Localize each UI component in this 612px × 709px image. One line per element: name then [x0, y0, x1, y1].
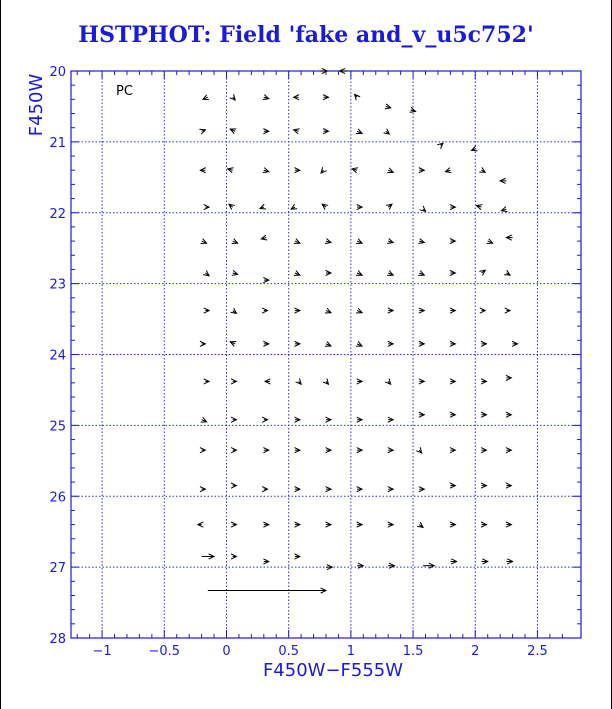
vector-arrow — [385, 104, 391, 109]
vector-arrow-head — [323, 378, 329, 384]
panel-label: PC — [116, 84, 133, 99]
vector-arrow — [416, 447, 422, 453]
vector-arrow — [506, 412, 511, 417]
vector-arrow — [321, 167, 327, 173]
vector-arrow — [450, 448, 455, 453]
y-tick-label: 20 — [49, 65, 66, 80]
vector-arrow — [323, 95, 328, 100]
vector-arrow — [505, 308, 510, 313]
vector-arrow — [356, 129, 362, 134]
vector-arrow — [294, 168, 299, 173]
vector-arrow-head — [385, 378, 391, 384]
vector-arrow — [294, 341, 299, 346]
vector-arrow — [231, 417, 236, 422]
vector-arrow — [202, 554, 214, 559]
vector-arrow — [291, 204, 297, 209]
vector-marks — [198, 68, 518, 593]
vector-arrow — [326, 565, 332, 570]
vector-arrow-head — [501, 207, 507, 212]
vector-arrow — [506, 522, 511, 527]
vector-arrow — [263, 168, 269, 173]
vector-arrow — [230, 129, 236, 134]
vector-arrow — [263, 559, 268, 564]
vector-arrow-head — [325, 239, 331, 244]
vector-arrow — [419, 487, 424, 492]
vector-arrow — [357, 417, 362, 422]
vector-arrow — [450, 270, 455, 275]
vector-arrow — [450, 522, 455, 527]
vector-arrow — [388, 341, 393, 346]
vector-arrow — [419, 341, 424, 346]
vector-arrow — [418, 271, 424, 276]
vector-arrow-head — [385, 104, 391, 109]
vector-arrow — [357, 522, 362, 527]
vector-arrow — [230, 341, 236, 346]
vector-arrow — [450, 412, 455, 417]
vector-arrow — [357, 487, 362, 492]
vector-arrow — [200, 341, 205, 346]
x-tick-label: 0 — [222, 644, 231, 659]
reference-vector — [208, 588, 326, 593]
vector-arrow — [384, 129, 390, 134]
vector-arrow-head — [445, 168, 451, 173]
vector-arrow — [419, 308, 424, 313]
vector-arrow — [262, 417, 267, 422]
vector-arrow — [504, 270, 510, 275]
vector-arrow-head — [263, 168, 269, 173]
vector-arrow — [437, 143, 443, 148]
vector-arrow-head — [230, 129, 236, 134]
vector-arrow — [262, 487, 267, 492]
vector-arrow — [201, 417, 207, 422]
grid-lines — [71, 71, 581, 638]
vector-arrow-head — [356, 129, 362, 134]
vector-arrow — [261, 235, 267, 240]
vector-arrow — [203, 270, 209, 275]
y-tick-label: 27 — [49, 561, 66, 577]
vector-arrow — [260, 204, 266, 209]
vector-arrow — [506, 448, 511, 453]
vector-arrow — [481, 448, 486, 453]
vector-arrow — [325, 239, 331, 244]
x-tick-label: −1 — [92, 644, 112, 659]
vector-arrow — [388, 448, 393, 453]
vector-arrow — [481, 522, 486, 527]
vector-arrow — [450, 379, 455, 384]
vector-arrow — [487, 239, 493, 244]
vector-arrow — [356, 341, 362, 346]
vector-arrow — [325, 308, 331, 313]
vector-arrow-head — [325, 308, 331, 313]
vector-arrow — [204, 308, 209, 313]
vector-arrow — [385, 378, 391, 384]
vector-arrow — [263, 277, 268, 282]
plot-axes — [49, 65, 581, 659]
vector-arrow — [387, 239, 393, 244]
vector-arrow-head — [479, 167, 485, 172]
vector-arrow — [481, 483, 486, 488]
vector-arrow — [340, 68, 347, 73]
vector-arrow — [262, 308, 267, 313]
vector-arrow — [357, 204, 362, 209]
vector-arrow — [294, 417, 299, 422]
vector-arrow — [450, 204, 455, 209]
vector-arrow-head — [203, 95, 209, 100]
vector-arrow — [386, 204, 392, 209]
y-tick-label: 26 — [49, 490, 66, 506]
vector-arrow-head — [356, 341, 362, 346]
vector-arrow — [326, 270, 331, 275]
vector-arrow — [231, 522, 236, 527]
vector-arrow-head — [387, 168, 393, 173]
y-tick-label: 25 — [49, 419, 66, 435]
vector-arrow-head — [230, 341, 236, 346]
vector-arrow — [294, 129, 300, 134]
vector-arrow — [204, 379, 209, 384]
vector-arrow — [481, 559, 487, 564]
vector-arrow-head — [296, 378, 302, 384]
vector-arrow — [481, 412, 486, 417]
vector-arrow — [445, 168, 451, 173]
vector-arrow — [326, 522, 331, 527]
vector-arrow — [326, 448, 331, 453]
vector-arrow — [232, 270, 238, 275]
vector-arrow — [506, 235, 512, 240]
vector-arrow — [352, 168, 358, 173]
vector-arrow — [387, 168, 393, 173]
vector-arrow-head — [418, 271, 424, 276]
vector-arrow — [326, 487, 331, 492]
vector-arrow — [388, 487, 393, 492]
vector-arrow — [263, 341, 268, 346]
vector-arrow — [419, 379, 424, 384]
vector-arrow-head — [437, 143, 443, 148]
vector-arrow-head — [201, 417, 207, 422]
vector-arrow — [480, 308, 485, 313]
vector-arrow — [294, 554, 299, 559]
vector-arrow — [472, 146, 478, 151]
vector-arrow — [420, 206, 426, 211]
vector-arrow — [450, 341, 455, 346]
vector-arrow-head — [230, 94, 236, 100]
chart-title: HSTPHOT: Field 'fake and_v_u5c752' — [78, 22, 534, 48]
vector-arrow — [232, 239, 238, 244]
vector-arrow — [199, 129, 205, 134]
vector-arrow — [231, 448, 236, 453]
vector-arrow-head — [232, 270, 238, 275]
x-axis-label: F450W−F555W — [262, 660, 404, 681]
vector-arrow-head — [321, 167, 327, 173]
vector-arrow — [417, 522, 423, 527]
vector-arrow — [450, 559, 456, 564]
vector-arrow-head — [261, 235, 267, 240]
vector-arrow-head — [232, 239, 238, 244]
vector-arrow-head — [294, 271, 300, 276]
vector-arrow — [506, 483, 511, 488]
vector-arrow — [481, 379, 486, 384]
vector-arrow — [294, 239, 300, 244]
vector-arrow — [477, 205, 483, 210]
vector-arrow — [450, 238, 455, 243]
plot-frame — [71, 71, 581, 638]
y-tick-label: 23 — [49, 277, 66, 293]
vector-arrow — [357, 379, 362, 384]
vector-arrow — [419, 168, 424, 173]
vector-arrow-head — [418, 239, 424, 244]
vector-arrow — [231, 554, 236, 559]
vector-arrow — [355, 94, 361, 100]
vector-arrow — [323, 129, 328, 134]
vector-arrow — [356, 308, 362, 313]
vector-arrow — [200, 487, 205, 492]
vector-arrow — [419, 412, 424, 417]
vector-arrow-head — [487, 239, 493, 244]
vector-arrow — [387, 271, 393, 276]
vector-arrow-head — [228, 168, 234, 173]
x-tick-label: 2.5 — [527, 644, 548, 659]
vector-arrow — [263, 129, 268, 134]
vector-arrow — [296, 378, 302, 384]
y-tick-label: 21 — [49, 135, 66, 151]
vector-arrow — [230, 94, 236, 100]
vector-arrow — [263, 522, 268, 527]
vector-arrow-head — [201, 239, 207, 244]
vector-arrow — [201, 239, 207, 244]
vector-arrow — [204, 204, 209, 209]
vector-arrow — [506, 559, 512, 564]
vector-arrow-head — [352, 168, 358, 173]
vector-arrow — [294, 487, 299, 492]
vector-arrow — [294, 308, 299, 313]
vector-arrow — [512, 341, 517, 346]
x-tick-label: 2 — [471, 644, 480, 659]
vector-arrow — [388, 308, 393, 313]
vector-arrow — [231, 308, 237, 313]
vector-arrow — [388, 417, 393, 422]
vector-arrow-head — [477, 205, 483, 210]
vector-arrow — [294, 271, 300, 276]
vector-arrow — [388, 522, 393, 527]
vector-arrow-head — [291, 204, 297, 209]
vector-arrow-head — [260, 204, 266, 209]
vector-arrow — [500, 178, 506, 183]
vector-arrow — [229, 204, 235, 209]
vector-arrow-head — [294, 129, 300, 134]
vector-arrow — [294, 522, 299, 527]
vector-arrow — [294, 95, 299, 100]
vector-arrow — [322, 204, 328, 209]
x-tick-label: 1.5 — [402, 644, 424, 659]
vector-arrow-head — [356, 239, 362, 244]
vector-arrow — [356, 239, 362, 244]
vector-arrow-head — [325, 341, 331, 346]
vector-arrow-head — [504, 270, 510, 275]
vector-arrow — [326, 417, 331, 422]
vector-arrow — [200, 168, 205, 173]
vector-arrow — [356, 271, 362, 276]
vector-arrow — [481, 341, 486, 346]
vector-arrow-head — [355, 94, 361, 100]
vector-arrow — [323, 378, 329, 384]
vector-arrow-head — [199, 129, 205, 134]
vector-arrow-head — [420, 206, 426, 211]
x-tick-label: 0.5 — [278, 644, 300, 659]
vector-arrow-head — [294, 239, 300, 244]
x-tick-label: 1 — [346, 644, 356, 659]
x-tick-label: −0.5 — [148, 644, 181, 659]
vector-arrow-head — [356, 271, 362, 276]
vector-arrow — [200, 448, 205, 453]
y-tick-label: 28 — [49, 632, 66, 647]
vector-arrow — [231, 379, 236, 384]
vector-arrow-head — [387, 239, 393, 244]
vector-arrow — [263, 95, 269, 100]
vector-arrow — [294, 448, 299, 453]
vector-arrow — [418, 239, 424, 244]
vector-arrow — [479, 167, 485, 172]
y-tick-label: 24 — [49, 348, 66, 364]
vector-arrow — [263, 448, 268, 453]
vector-arrow — [479, 270, 485, 275]
vector-arrow-head — [472, 146, 478, 151]
vector-arrow — [198, 522, 203, 527]
vector-arrow — [325, 341, 331, 346]
vector-arrow — [203, 95, 209, 100]
vector-arrow — [501, 207, 507, 212]
y-axis-label: F450W — [26, 73, 47, 137]
vector-arrow — [228, 168, 234, 173]
vector-arrow-head — [356, 308, 362, 313]
y-tick-label: 22 — [49, 206, 66, 222]
vector-arrow — [450, 483, 455, 488]
vector-arrow — [357, 448, 362, 453]
vector-arrow-head — [387, 271, 393, 276]
vector-arrow — [231, 483, 236, 488]
vector-arrow — [265, 379, 270, 384]
vector-arrow — [506, 375, 511, 380]
vector-arrow-head — [416, 447, 422, 453]
vector-arrow-head — [263, 95, 269, 100]
vector-arrow — [450, 308, 455, 313]
